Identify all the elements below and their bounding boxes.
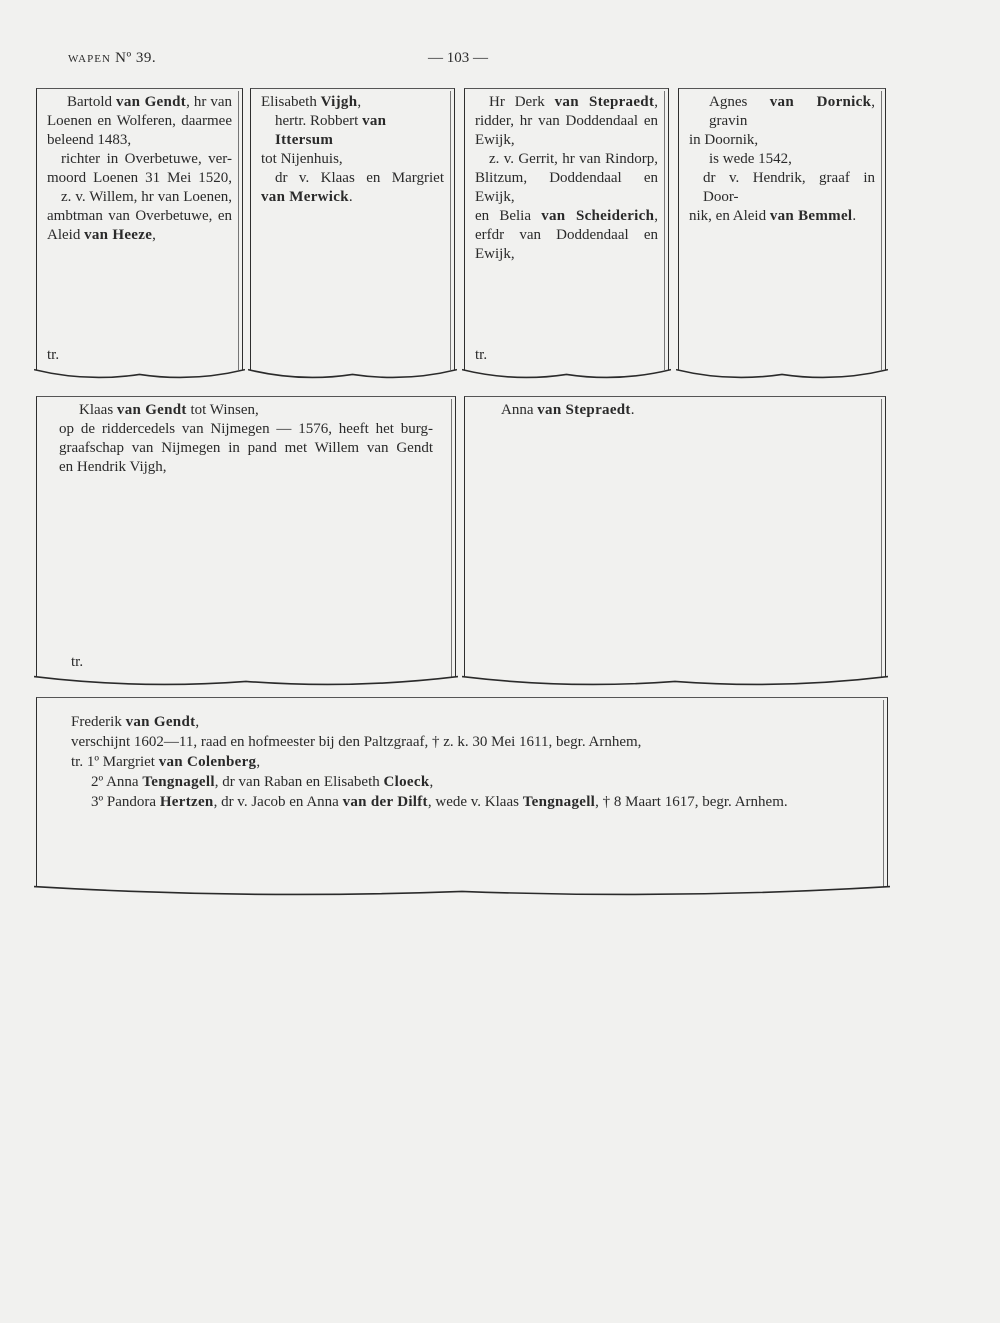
text-line: nik, en Aleid van Bemmel. <box>689 208 857 224</box>
wapen-number: Nº 39. <box>115 50 157 66</box>
page-number: — 103 — <box>428 50 488 66</box>
card-elisabeth-vijgh <box>250 88 455 370</box>
card-text <box>71 712 873 812</box>
card-text <box>689 93 875 226</box>
text-line: dr v. Hendrik, graaf in Door- <box>703 170 875 205</box>
card-text <box>59 401 433 477</box>
card-agnes-van-dornick <box>678 88 886 370</box>
text-line: op de riddercedels van Nijmegen — 1576, heeft het burg- <box>59 421 433 437</box>
text-line: beleend 1483, <box>47 132 132 148</box>
text-line: Klaas van Gendt tot Winsen, <box>79 402 259 418</box>
card-bottom-curve <box>462 675 888 691</box>
text-line: erfdr van Doddendaal en Ewijk, <box>475 227 658 262</box>
header-wapen <box>68 50 156 67</box>
card-klaas-van-gendt <box>36 396 456 677</box>
card-bartold-van-gendt <box>36 88 243 370</box>
card-text <box>261 93 444 207</box>
text-line: hertr. Robbert van Ittersum <box>275 113 387 148</box>
text-line: graafschap van Nijmegen in pand met Willem van Gendt <box>59 440 433 456</box>
text-line: van Merwick. <box>261 189 353 205</box>
tr-label: tr. <box>47 347 60 363</box>
text-line: en Belia van Scheiderich, <box>475 208 658 224</box>
text-line: ambtman van Overbetuwe, en <box>47 208 232 224</box>
text-line: Anna van Stepraedt. <box>501 402 635 418</box>
card-bottom-curve <box>676 368 888 384</box>
card-text <box>475 93 658 264</box>
text-line: Bartold van Gendt, hr van <box>67 94 232 110</box>
text-line: en Hendrik Vijgh, <box>59 459 167 475</box>
text-line: Agnes van Dornick, gravin <box>709 94 875 129</box>
card-bottom-curve <box>34 885 890 901</box>
card-frederik-van-gendt <box>36 697 888 887</box>
card-anna-van-stepraedt <box>464 396 886 677</box>
wapen-word: WAPEN <box>68 53 111 65</box>
text-line: 3º Pandora Hertzen, dr v. Jacob en Anna van der Dilft, wede v. Klaas Tengnagell, † 8 Maart 1617, begr. Arnhem. <box>91 794 788 810</box>
text-line: Frederik van Gendt, <box>71 714 200 730</box>
card-text <box>47 93 232 245</box>
text-line: in Doornik, <box>689 132 759 148</box>
text-line: Hr Derk van Stepraedt, <box>489 94 658 110</box>
tr-label: tr. <box>475 347 488 363</box>
card-bottom-curve <box>248 368 457 384</box>
text-line: moord Loenen 31 Mei 1520, <box>47 170 232 186</box>
text-line: z. v. Gerrit, hr van Rindorp, <box>489 151 658 167</box>
card-bottom-curve <box>34 368 245 384</box>
text-line: Elisabeth Vijgh, <box>261 94 362 110</box>
text-line: tot Nijenhuis, <box>261 151 343 167</box>
text-line: tr. 1º Margriet van Colenberg, <box>71 754 261 770</box>
card-bottom-curve <box>34 675 458 691</box>
tr-label: tr. <box>71 654 84 670</box>
text-line: Loenen en Wolferen, daarmee <box>47 113 232 129</box>
text-line: richter in Overbetuwe, ver- <box>61 151 232 167</box>
text-line: z. v. Willem, hr van Loenen, <box>61 189 232 205</box>
text-line: Ewijk, <box>475 132 515 148</box>
card-derk-van-stepraedt <box>464 88 669 370</box>
text-line: Blitzum, Doddendaal en Ewijk, <box>475 170 658 205</box>
text-line: Aleid van Heeze, <box>47 227 156 243</box>
card-text <box>501 401 875 420</box>
text-line: ridder, hr van Doddendaal en <box>475 113 658 129</box>
text-line: verschijnt 1602—11, raad en hofmeester bij den Paltzgraaf, † z. k. 30 Mei 1611, begr. Arnhem, <box>71 734 642 750</box>
card-bottom-curve <box>462 368 671 384</box>
text-line: 2º Anna Tengnagell, dr van Raban en Elisabeth Cloeck, <box>91 774 434 790</box>
text-line: is wede 1542, <box>709 151 792 167</box>
text-line: dr v. Klaas en Margriet <box>275 170 444 186</box>
